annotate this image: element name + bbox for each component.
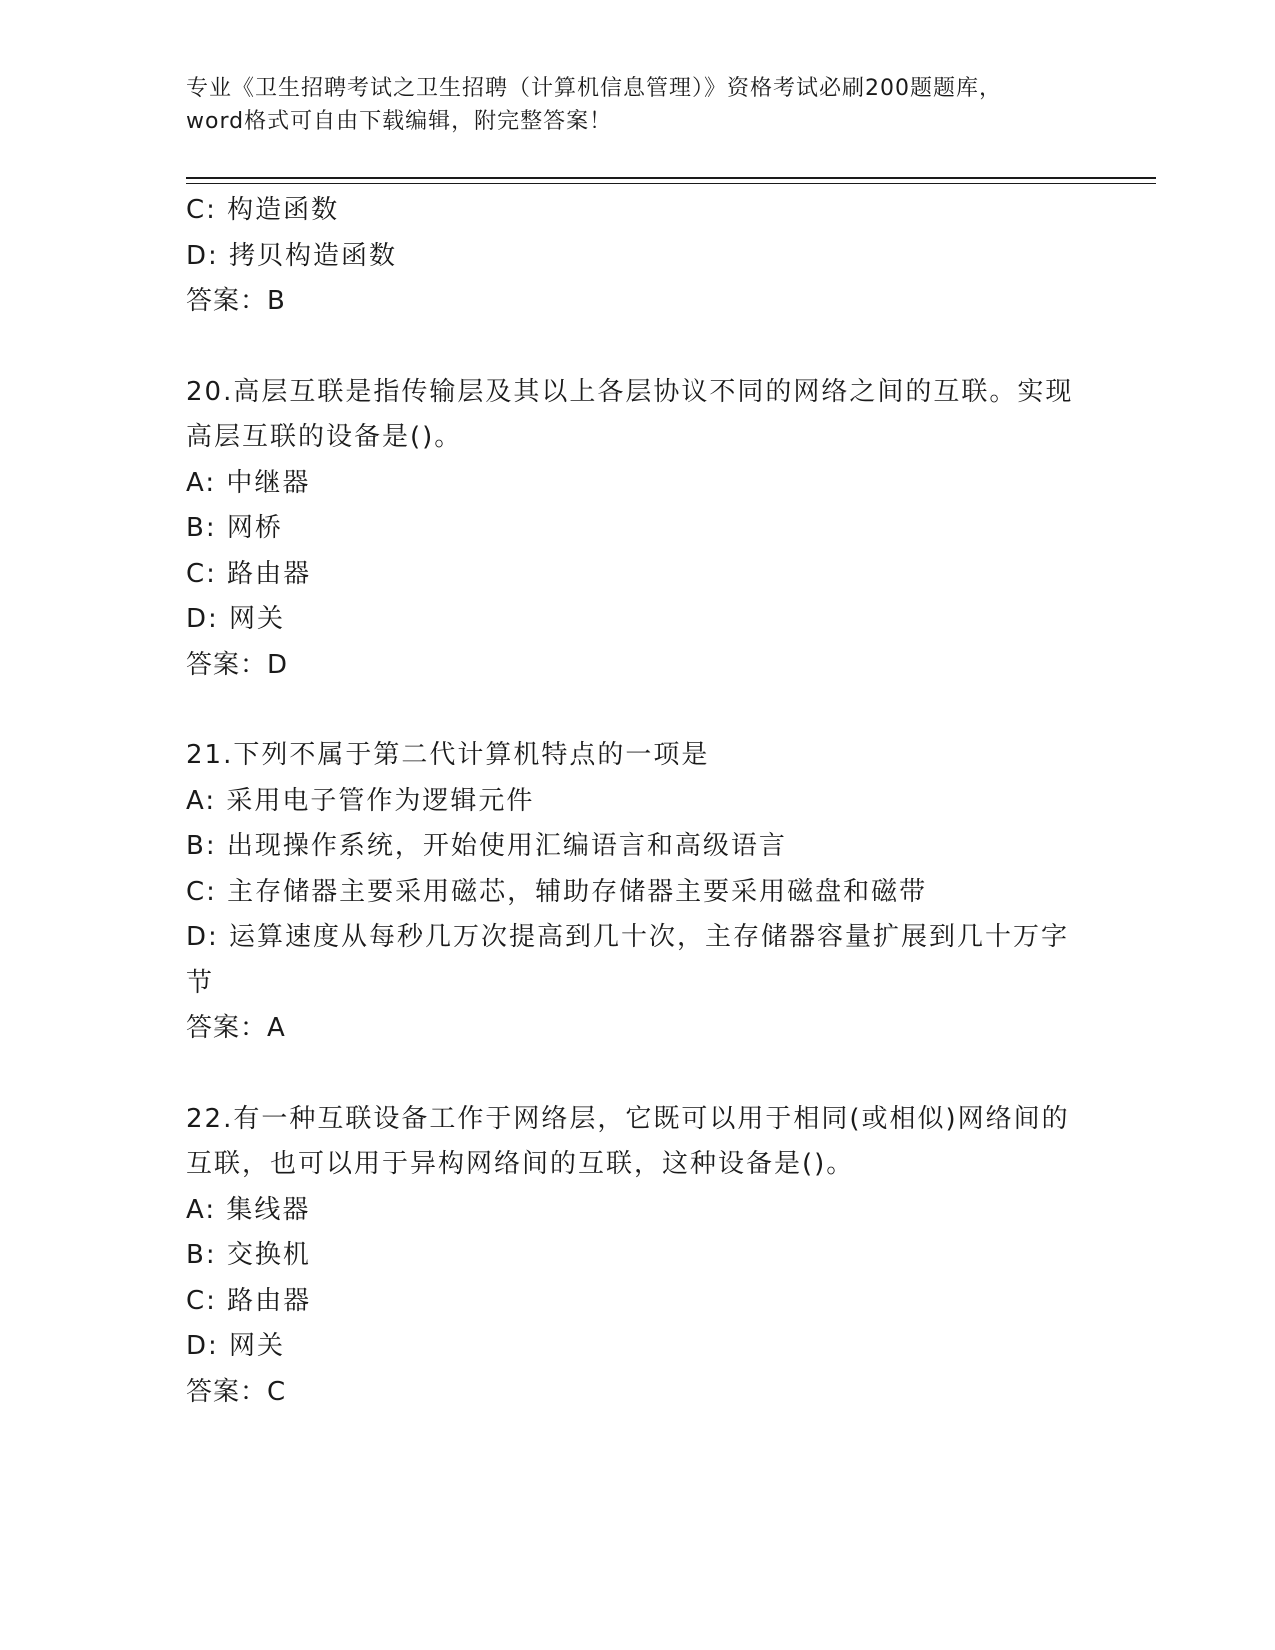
q21-answer: 答案：A — [186, 1013, 286, 1043]
q20-answer: 答案：D — [186, 649, 289, 680]
q20-stem: 20.高层互联是指传输层及其以上各层协议不同的网络之间的互联。实现高层互联的设备是()。 — [186, 376, 1074, 452]
q19-answer: 答案：B — [186, 286, 286, 316]
q22-option-b: B: 交换机 — [186, 1240, 311, 1270]
q22-answer: 答案：C — [186, 1376, 287, 1407]
q22-option-d: D: 网关 — [186, 1331, 286, 1361]
question-21 — [186, 733, 1076, 1052]
q22-option-c: C: 路由器 — [186, 1285, 312, 1316]
q20-option-d: D: 网关 — [186, 604, 286, 634]
q21-option-b: B: 出现操作系统，开始使用汇编语言和高级语言 — [186, 831, 787, 861]
header-title-line-2: word格式可自由下载编辑，附完整答案！ — [186, 109, 613, 134]
question-22 — [186, 1097, 1076, 1416]
q22-stem: 22.有一种互联设备工作于网络层，它既可以用于相同(或相似)网络间的互联，也可以用于异构网络间的互联，这种设备是()。 — [186, 1103, 1070, 1179]
spacer — [186, 1052, 1076, 1097]
q21-option-c: C: 主存储器主要采用磁芯，辅助存储器主要采用磁盘和磁带 — [186, 876, 928, 907]
q22-option-a: A: 集线器 — [186, 1194, 311, 1225]
spacer — [186, 688, 1076, 733]
q21-option-a: A: 采用电子管作为逻辑元件 — [186, 785, 535, 816]
header-divider-thin — [186, 183, 1156, 184]
header-divider-thick — [186, 177, 1156, 179]
q19-option-c: C: 构造函数 — [186, 195, 340, 225]
q21-stem: 21.下列不属于第二代计算机特点的一项是 — [186, 740, 710, 770]
page-header — [186, 72, 1066, 138]
q20-option-c: C: 路由器 — [186, 558, 312, 589]
spacer — [186, 325, 1076, 370]
q19-option-d: D: 拷贝构造函数 — [186, 240, 398, 271]
q20-option-b: B: 网桥 — [186, 513, 283, 543]
question-19-tail — [186, 188, 1076, 325]
q21-option-d: D: 运算速度从每秒几万次提高到几十次，主存储器容量扩展到几十万字节 — [186, 922, 1070, 998]
header-title-line-1: 专业《卫生招聘考试之卫生招聘（计算机信息管理）》资格考试必刷200题题库， — [186, 76, 1002, 101]
question-list — [186, 188, 1076, 1415]
q20-option-a: A: 中继器 — [186, 467, 311, 498]
question-20 — [186, 370, 1076, 689]
